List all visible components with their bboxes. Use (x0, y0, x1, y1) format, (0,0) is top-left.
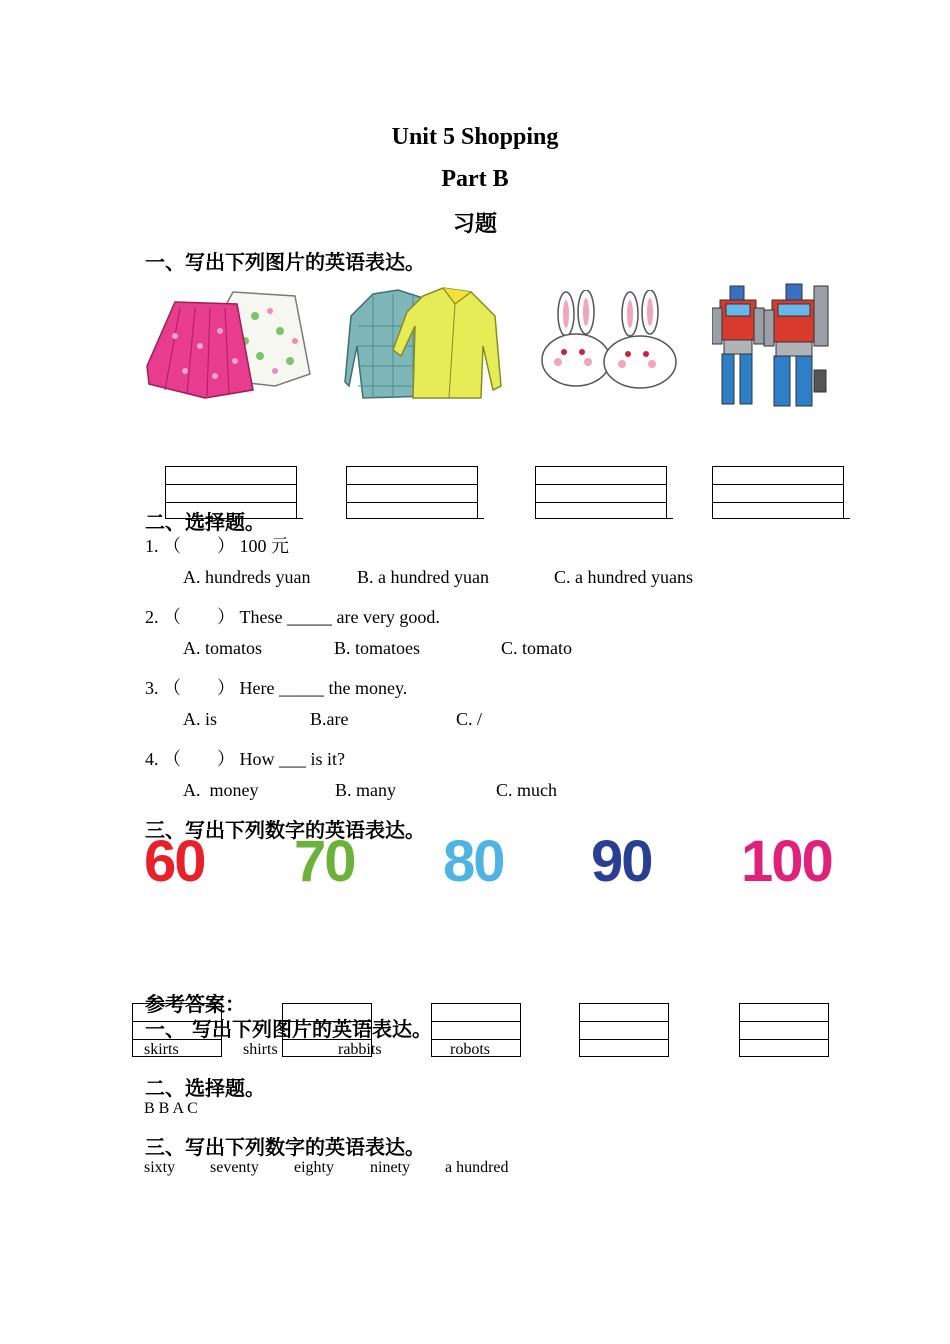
question-2: 2. （ ） These _____ are very good. (145, 607, 440, 627)
answer-paren-4[interactable]: （ ） (163, 749, 235, 769)
answer-word: eighty (294, 1159, 334, 1176)
number-100: 100 (741, 829, 832, 894)
answers-section-3-heading: 三、写出下列数字的英语表达。 (145, 1135, 425, 1159)
answer-word: robots (450, 1041, 490, 1058)
number-60: 60 (144, 829, 205, 894)
section-2-heading: 二、选择题。 (145, 510, 265, 534)
shirts-illustration (343, 286, 503, 402)
number-70: 70 (294, 829, 355, 894)
section-1-heading: 一、写出下列图片的英语表达。 (145, 250, 425, 274)
rabbits-illustration (538, 290, 680, 396)
answers-section-2-text: B B A C (144, 1100, 198, 1117)
answers-section-2-heading: 二、选择题。 (145, 1076, 265, 1100)
question-1: 1. （ ） 100 元 (145, 536, 289, 556)
answers-section-1-heading: 一、 写出下列图片的英语表达。 (145, 1017, 432, 1041)
answer-grid-2[interactable] (346, 466, 478, 519)
answer-paren-2[interactable]: （ ） (163, 607, 235, 627)
answer-word: ninety (370, 1159, 410, 1176)
option-3a[interactable]: A. is (183, 709, 218, 729)
page-title: Unit 5 Shopping (391, 124, 559, 150)
page-subtitle: Part B (441, 166, 509, 192)
option-4a[interactable]: A. money (183, 780, 259, 800)
robots-illustration (712, 282, 832, 408)
number-90: 90 (591, 829, 652, 894)
answer-word: skirts (144, 1041, 179, 1058)
option-1c[interactable]: C. a hundred yuans (554, 567, 693, 587)
answers-heading: 参考答案： (145, 992, 245, 1016)
answer-grid-4[interactable] (712, 466, 844, 519)
option-4c[interactable]: C. much (496, 780, 557, 800)
answer-word: a hundred (445, 1159, 509, 1176)
number-80: 80 (443, 829, 504, 894)
answer-word: rabbits (338, 1041, 382, 1058)
question-4: 4. （ ） How ___ is it? (145, 749, 345, 769)
option-4b[interactable]: B. many (335, 780, 396, 800)
answer-key-grid-5 (739, 1003, 829, 1057)
question-3: 3. （ ） Here _____ the money. (145, 678, 408, 698)
answer-key-grid-4 (579, 1003, 669, 1057)
answer-grid-3[interactable] (535, 466, 667, 519)
answer-paren-1[interactable]: （ ） (163, 536, 235, 556)
option-1a[interactable]: A. hundreds yuan (183, 567, 311, 587)
option-2a[interactable]: A. tomatos (183, 638, 262, 658)
option-3b[interactable]: B.are (310, 709, 349, 729)
answer-word: shirts (243, 1041, 278, 1058)
answer-paren-3[interactable]: （ ） (163, 678, 235, 698)
answer-word: seventy (210, 1159, 259, 1176)
option-2b[interactable]: B. tomatoes (334, 638, 420, 658)
option-1b[interactable]: B. a hundred yuan (357, 567, 489, 587)
answer-word: sixty (144, 1159, 176, 1176)
exercise-label: 习题 (452, 212, 497, 237)
option-3c[interactable]: C. / (456, 709, 483, 729)
option-2c[interactable]: C. tomato (501, 638, 572, 658)
section-3-heading: 三、写出下列数字的英语表达。 (145, 818, 425, 842)
skirts-illustration (145, 286, 313, 402)
